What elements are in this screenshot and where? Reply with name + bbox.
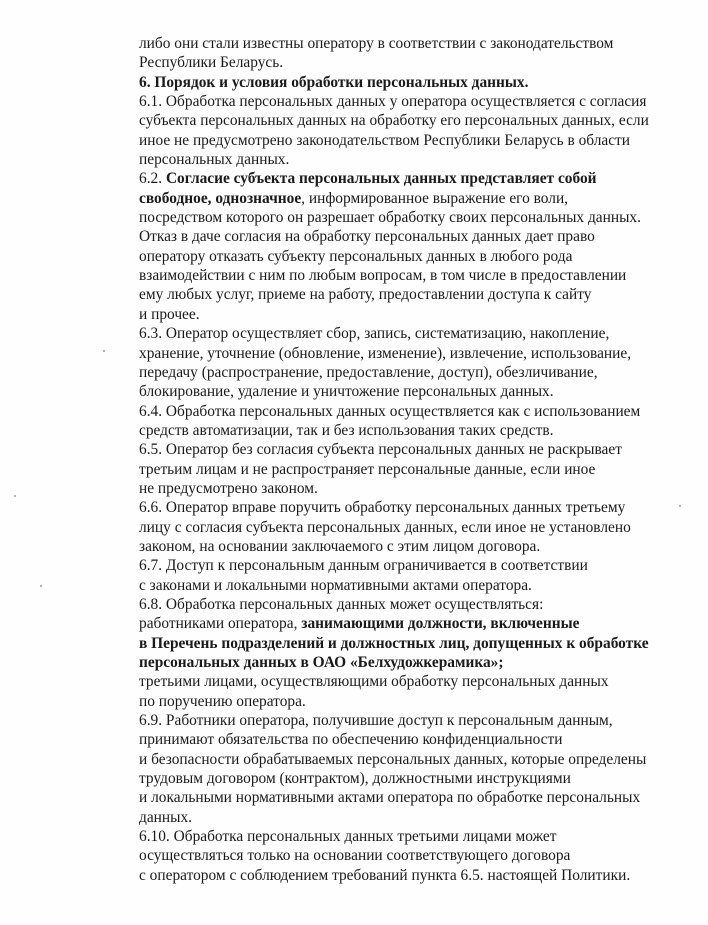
text-line	[139, 537, 700, 556]
text-line	[139, 227, 700, 246]
text-line	[139, 53, 700, 72]
text-run: хранение, уточнение (обновление, изменение), извлечение, использование,	[139, 344, 632, 362]
text-line	[139, 730, 700, 749]
text-run: принимают обязательства по обеспечению конфиденциальности	[139, 731, 563, 749]
text-line	[139, 634, 700, 653]
text-line	[139, 460, 700, 479]
text-run: осуществляться только на основании соответствующего договора	[139, 847, 571, 865]
text-run: Республики Беларусь.	[139, 54, 284, 72]
text-line	[139, 402, 700, 421]
text-line	[139, 479, 700, 498]
scan-speck	[679, 505, 681, 507]
text-line	[139, 266, 700, 285]
text-line	[139, 344, 700, 363]
text-line	[139, 808, 700, 827]
text-run: 6.9. Работники оператора, получившие доступ к персональным данным,	[139, 712, 613, 730]
text-run: оператору отказать субъекту персональных данных в любого рода	[139, 247, 573, 265]
text-run: средств автоматизации, так и без использования таких средств.	[139, 421, 554, 439]
bold-text-run: в Перечень подразделений и должностных лиц, допущенных к обработке	[139, 634, 649, 652]
text-line	[139, 247, 700, 266]
text-line	[139, 34, 700, 53]
policy-text	[139, 34, 700, 885]
text-run: по поручению оператора.	[139, 692, 306, 710]
text-line	[139, 672, 700, 691]
text-line	[139, 92, 700, 111]
text-run: блокирование, удаление и уничтожение персональных данных.	[139, 383, 554, 401]
text-line	[139, 189, 700, 208]
text-line	[139, 556, 700, 575]
text-line	[139, 208, 700, 227]
text-run: передачу (распространение, предоставление, доступ), обезличивание,	[139, 363, 598, 381]
text-line	[139, 498, 700, 517]
text-run: Отказ в даче согласия на обработку персональных данных дает право	[139, 228, 595, 246]
text-line	[139, 363, 700, 382]
bold-text-run: занимающими должности, включенные	[301, 615, 580, 633]
text-run: 6.2.	[139, 170, 166, 188]
text-line	[139, 866, 700, 885]
text-line	[139, 518, 700, 537]
text-line	[139, 788, 700, 807]
text-run: посредством которого он разрешает обработку своих персональных данных.	[139, 209, 641, 227]
text-run: иное не предусмотрено законодательством Республики Беларусь в области	[139, 131, 631, 149]
text-run: лицу с согласия субъекта персональных данных, если иное не установлено	[139, 518, 631, 536]
text-run: субъекта персональных данных на обработку его персональных данных, если	[139, 112, 649, 130]
text-line	[139, 111, 700, 130]
text-run: ему любых услуг, приеме на работу, предоставлении доступа к сайту	[139, 286, 592, 304]
text-run: третьим лицам и не распространяет персональные данные, если иное	[139, 460, 596, 478]
text-run: 6.10. Обработка персональных данных третьими лицами может	[139, 828, 557, 846]
text-run: либо они стали известны оператору в соответствии с законодательством	[139, 35, 614, 52]
text-line	[139, 614, 700, 633]
text-run: третьими лицами, осуществляющими обработку персональных данных	[139, 673, 609, 691]
text-line	[139, 750, 700, 769]
text-run: 6.5. Оператор без согласия субъекта персональных данных не раскрывает	[139, 441, 622, 459]
text-run: 6.3. Оператор осуществляет сбор, запись, систематизацию, накопление,	[139, 325, 610, 343]
bold-text-run: 6. Порядок и условия обработки персональных данных.	[139, 73, 529, 91]
scan-speck	[40, 585, 42, 587]
text-line	[139, 324, 700, 343]
scan-speck	[103, 350, 105, 352]
text-run: и безопасности обрабатываемых персональных данных, которые определены	[139, 750, 647, 768]
text-run: , информированное выражение его воли,	[301, 189, 569, 207]
text-line	[139, 131, 700, 150]
text-run: 6.4. Обработка персональных данных осуществляется как с использованием	[139, 402, 641, 420]
text-line	[139, 595, 700, 614]
text-line	[139, 382, 700, 401]
text-line	[139, 169, 700, 188]
text-line	[139, 73, 700, 92]
text-run: и локальными нормативными актами оператора по обработке персональных	[139, 789, 641, 807]
text-run: с оператором с соблюдением требований пункта 6.5. настоящей Политики.	[139, 866, 631, 884]
text-run: не предусмотрено законом.	[139, 479, 318, 497]
text-run: взаимодействии с ним по любым вопросам, в том числе в предоставлении	[139, 267, 627, 285]
text-run: 6.6. Оператор вправе поручить обработку персональных данных третьему	[139, 499, 626, 517]
text-run: работниками оператора,	[139, 615, 302, 633]
text-line	[139, 711, 700, 730]
text-line	[139, 150, 700, 169]
bold-text-run: персональных данных в ОАО «Белхудожкерамика»;	[139, 654, 504, 671]
text-run: законом, на основании заключаемого с этим лицом договора.	[139, 537, 541, 555]
bold-text-run: Согласие субъекта персональных данных представляет собой	[165, 170, 597, 188]
text-line	[139, 305, 700, 324]
scan-speck	[14, 495, 16, 497]
text-run: 6.8. Обработка персональных данных может осуществляться:	[139, 595, 544, 613]
text-line	[139, 421, 700, 440]
text-line	[139, 769, 700, 788]
text-line	[139, 692, 700, 711]
text-run: 6.7. Доступ к персональным данным ограничивается в соответствии	[139, 557, 588, 575]
text-line	[139, 285, 700, 304]
text-run: с законами и локальными нормативными актами оператора.	[139, 576, 532, 594]
text-line	[139, 653, 700, 672]
text-run: и прочее.	[139, 305, 200, 323]
text-run: 6.1. Обработка персональных данных у оператора осуществляется с согласия	[139, 93, 647, 111]
text-line	[139, 846, 700, 865]
text-run: трудовым договором (контрактом), должностными инструкциями	[139, 770, 571, 788]
text-line	[139, 440, 700, 459]
text-line	[139, 576, 700, 595]
bold-text-run: свободное, однозначное	[139, 189, 302, 207]
text-run: данных.	[139, 808, 193, 826]
text-run: персональных данных.	[139, 151, 290, 169]
text-line	[139, 827, 700, 846]
